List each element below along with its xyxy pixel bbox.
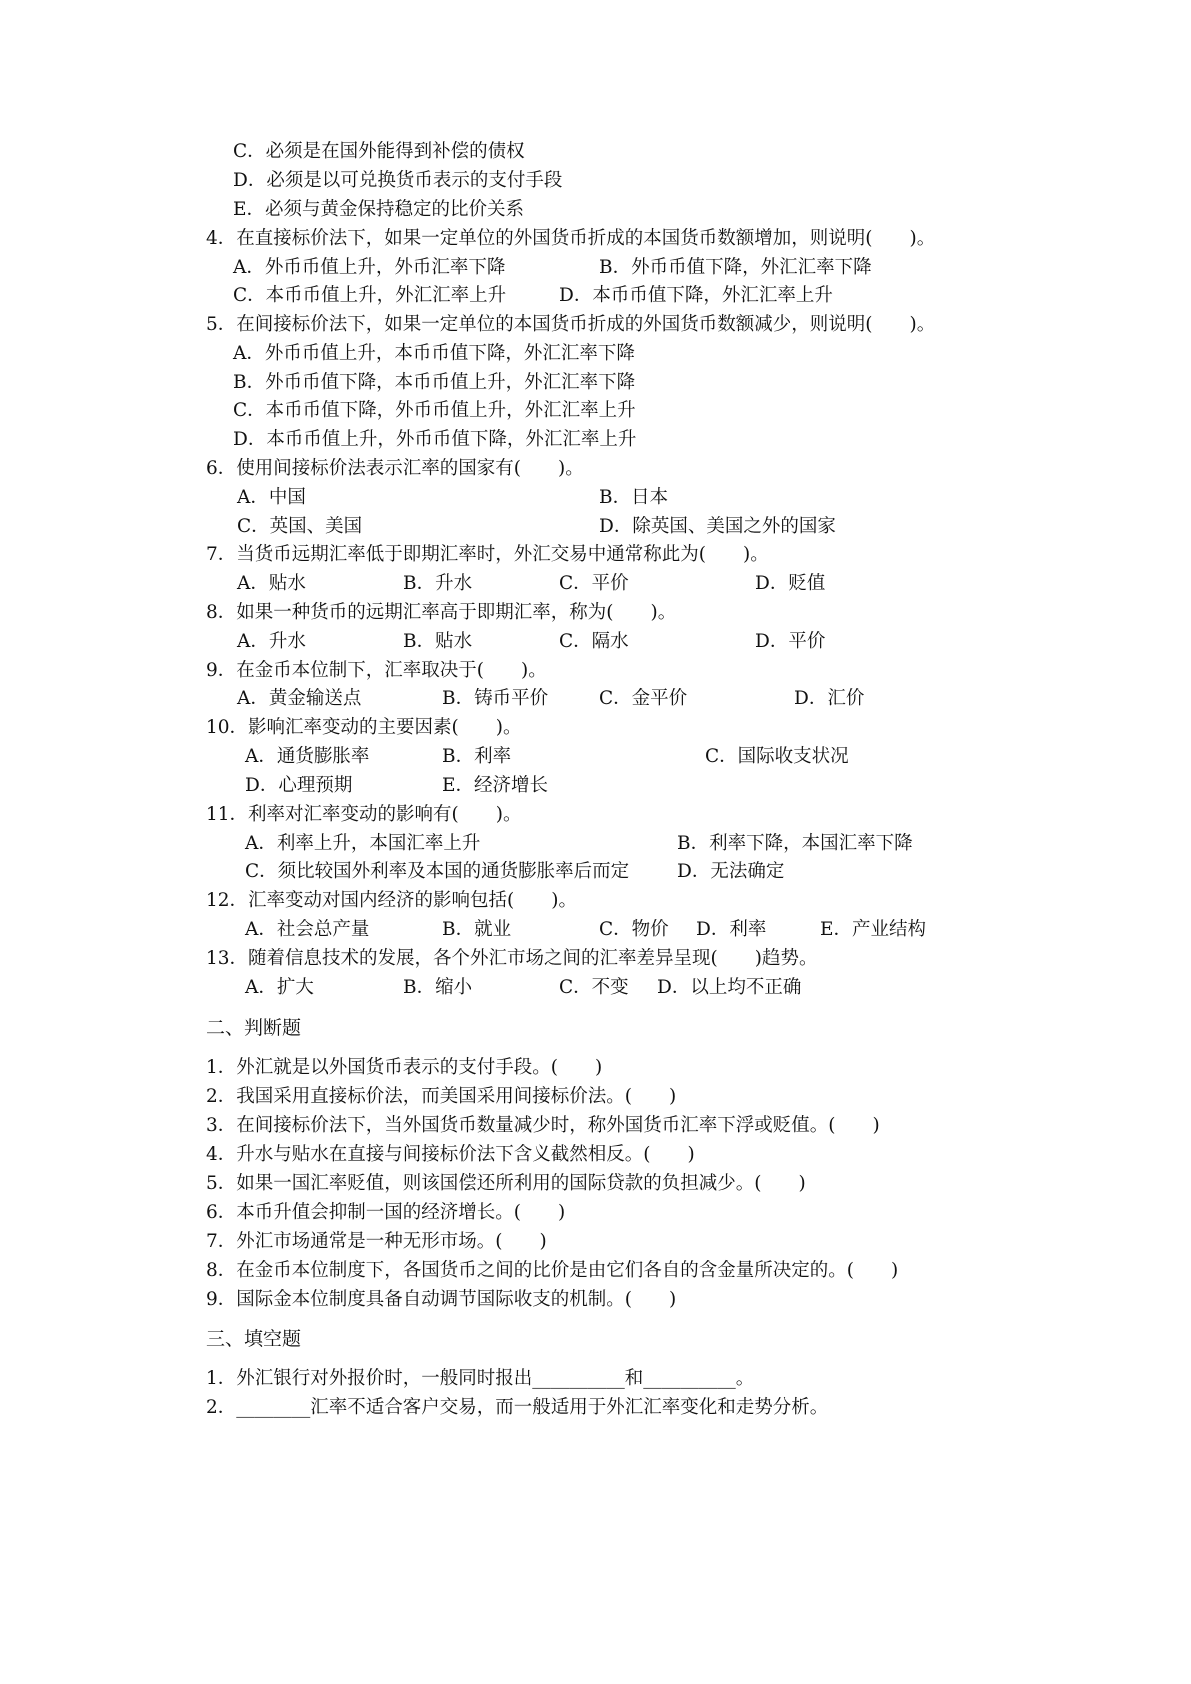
question-3-option-e: E．必须与黄金保持稳定的比价关系 xyxy=(233,199,525,220)
section-3-title: 三、填空题 xyxy=(206,1328,302,1350)
judgment-item-4: 4．升水与贴水在直接与间接标价法下含义截然相反。( ) xyxy=(206,1144,695,1165)
question-6-option-a: A．中国 xyxy=(237,487,306,508)
question-4-option-a: A．外币币值上升，外币汇率下降 xyxy=(233,257,506,278)
question-6-option-c: C．英国、美国 xyxy=(237,516,363,537)
question-10-stem: 10．影响汇率变动的主要因素( )。 xyxy=(206,717,522,738)
question-7-stem: 7．当货币远期汇率低于即期汇率时，外汇交易中通常称此为( )。 xyxy=(206,544,769,565)
judgment-item-9: 9．国际金本位制度具备自动调节国际收支的机制。( ) xyxy=(206,1289,677,1310)
fill-blank-item-2: 2．________汇率不适合客户交易，而一般适用于外汇汇率变化和走势分析。 xyxy=(206,1397,829,1418)
question-8-option-d: D．平价 xyxy=(755,631,826,652)
question-9-stem: 9．在金币本位制下，汇率取决于( )。 xyxy=(206,660,547,681)
question-10-option-a: A．通货膨胀率 xyxy=(245,746,370,767)
question-10-option-c: C．国际收支状况 xyxy=(705,746,849,767)
question-8-option-b: B．贴水 xyxy=(403,631,473,652)
question-4-option-d: D．本币币值下降，外汇汇率上升 xyxy=(559,285,833,306)
question-11-option-a: A．利率上升，本国汇率上升 xyxy=(245,833,481,854)
question-10-option-b: B．利率 xyxy=(442,746,512,767)
question-7-option-b: B．升水 xyxy=(403,573,473,594)
question-12-stem: 12．汇率变动对国内经济的影响包括( )。 xyxy=(206,890,577,911)
question-3-option-d: D．必须是以可兑换货币表示的支付手段 xyxy=(233,170,563,191)
judgment-item-8: 8．在金币本位制度下，各国货币之间的比价是由它们各自的含金量所决定的。( ) xyxy=(206,1260,899,1281)
question-11-option-c: C．须比较国外利率及本国的通货膨胀率后而定 xyxy=(245,861,630,882)
question-8-stem: 8．如果一种货币的远期汇率高于即期汇率，称为( )。 xyxy=(206,602,677,623)
question-10-option-d: D．心理预期 xyxy=(245,775,353,796)
question-13-option-c: C．不变 xyxy=(559,977,629,998)
judgment-item-5: 5．如果一国汇率贬值，则该国偿还所利用的国际贷款的负担减少。( ) xyxy=(206,1173,806,1194)
question-6-option-b: B．日本 xyxy=(599,487,669,508)
question-7-option-d: D．贬值 xyxy=(755,573,826,594)
question-13-option-a: A．扩大 xyxy=(245,977,314,998)
question-4-option-c: C．本币币值上升，外汇汇率上升 xyxy=(233,285,507,306)
question-9-option-b: B．铸币平价 xyxy=(442,688,549,709)
question-5-option-c: C．本币币值下降，外币币值上升，外汇汇率上升 xyxy=(233,400,636,421)
judgment-item-2: 2．我国采用直接标价法，而美国采用间接标价法。( ) xyxy=(206,1086,677,1107)
question-11-option-b: B．利率下降，本国汇率下降 xyxy=(677,833,913,854)
question-11-option-d: D．无法确定 xyxy=(677,861,785,882)
judgment-item-7: 7．外汇市场通常是一种无形市场。( ) xyxy=(206,1231,547,1252)
question-12-option-c: C．物价 xyxy=(599,919,669,940)
question-5-option-a: A．外币币值上升，本币币值下降，外汇汇率下降 xyxy=(233,343,635,364)
question-12-option-b: B．就业 xyxy=(442,919,512,940)
question-12-option-d: D．利率 xyxy=(696,919,767,940)
question-4-stem: 4．在直接标价法下，如果一定单位的外国货币折成的本国货币数额增加，则说明( )。 xyxy=(206,228,936,249)
question-13-option-d: D．以上均不正确 xyxy=(657,977,802,998)
question-8-option-a: A．升水 xyxy=(237,631,306,652)
question-12-option-e: E．产业结构 xyxy=(820,919,927,940)
question-9-option-c: C．金平价 xyxy=(599,688,688,709)
question-7-option-a: A．贴水 xyxy=(237,573,306,594)
question-5-option-b: B．外币币值下降，本币币值上升，外汇汇率下降 xyxy=(233,372,636,393)
question-11-stem: 11．利率对汇率变动的影响有( )。 xyxy=(206,804,522,825)
question-4-option-b: B．外币币值下降，外汇汇率下降 xyxy=(599,257,872,278)
question-6-stem: 6．使用间接标价法表示汇率的国家有( )。 xyxy=(206,458,584,479)
question-13-option-b: B．缩小 xyxy=(403,977,473,998)
question-10-option-e: E．经济增长 xyxy=(442,775,549,796)
question-9-option-d: D．汇价 xyxy=(794,688,865,709)
section-2-title: 二、判断题 xyxy=(206,1017,302,1039)
question-3-option-c: C．必须是在国外能得到补偿的债权 xyxy=(233,141,525,162)
question-13-stem: 13．随着信息技术的发展，各个外汇市场之间的汇率差异呈现( )趋势。 xyxy=(206,948,818,969)
question-7-option-c: C．平价 xyxy=(559,573,629,594)
judgment-item-1: 1．外汇就是以外国货币表示的支付手段。( ) xyxy=(206,1057,603,1078)
question-5-option-d: D．本币币值上升，外币币值下降，外汇汇率上升 xyxy=(233,429,637,450)
question-6-option-d: D．除英国、美国之外的国家 xyxy=(599,516,836,537)
question-9-option-a: A．黄金输送点 xyxy=(237,688,362,709)
question-8-option-c: C．隔水 xyxy=(559,631,629,652)
judgment-item-3: 3．在间接标价法下，当外国货币数量减少时，称外国货币汇率下浮或贬值。( ) xyxy=(206,1115,880,1136)
fill-blank-item-1: 1．外汇银行对外报价时，一般同时报出__________和__________。 xyxy=(206,1368,755,1389)
question-12-option-a: A．社会总产量 xyxy=(245,919,370,940)
question-5-stem: 5．在间接标价法下，如果一定单位的本国货币折成的外国货币数额减少，则说明( )。 xyxy=(206,314,936,335)
judgment-item-6: 6．本币升值会抑制一国的经济增长。( ) xyxy=(206,1202,566,1223)
